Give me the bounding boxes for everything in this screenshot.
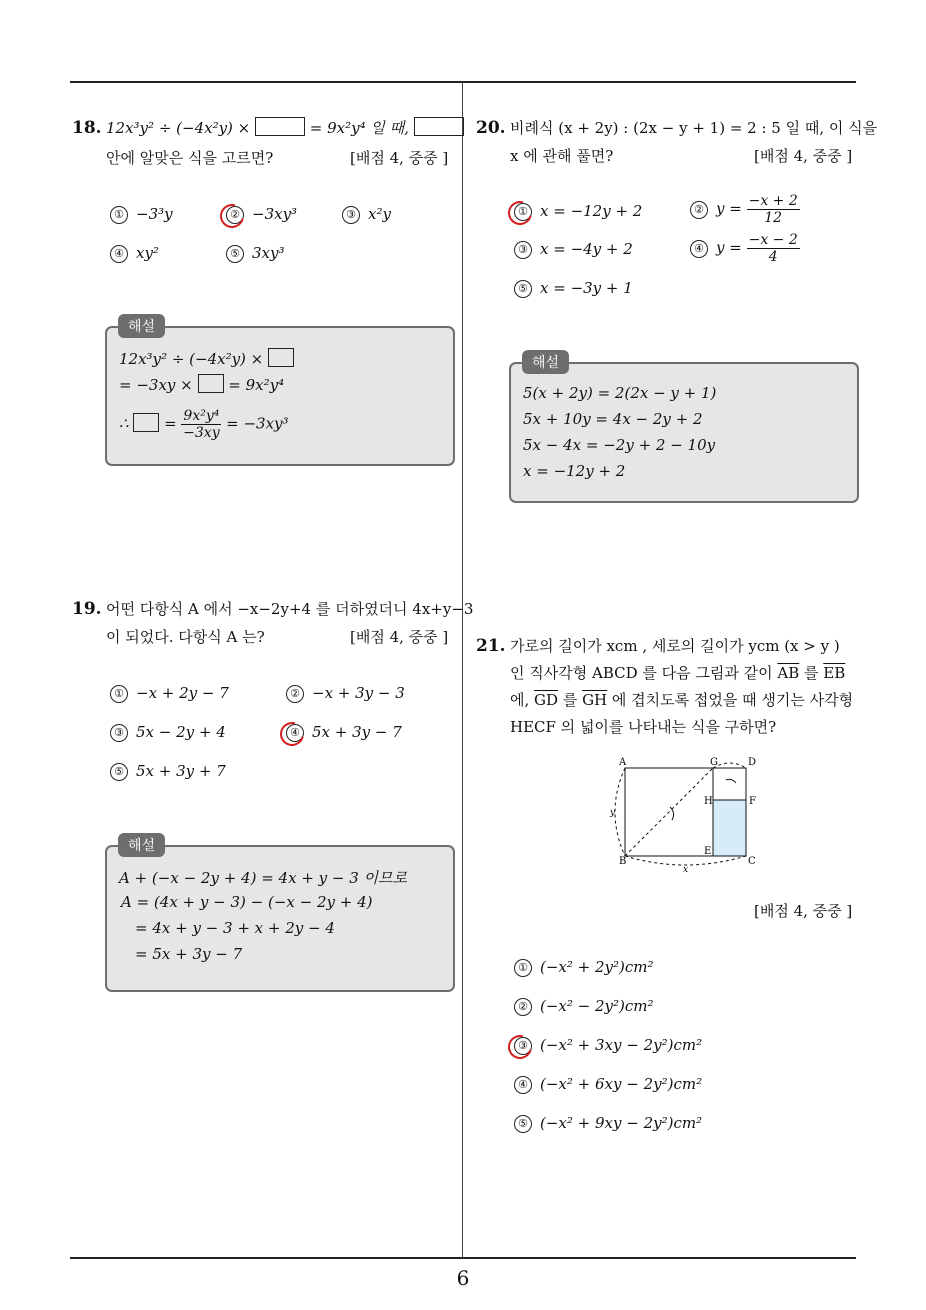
question-number: 20.: [476, 118, 506, 138]
option-4[interactable]: ④ (−x² + 6xy − 2y²)cm²: [514, 1075, 702, 1094]
label-d: D: [748, 757, 757, 768]
option-3[interactable]: ③ x = −4y + 2: [514, 240, 633, 259]
option-1[interactable]: ① x = −12y + 2: [514, 202, 642, 221]
solution-tab: 해설: [118, 833, 165, 857]
option-5[interactable]: ⑤ x = −3y + 1: [514, 279, 633, 298]
question-number: 19.: [72, 599, 102, 619]
solution-tab: 해설: [118, 314, 165, 338]
answer-blank: [268, 348, 294, 367]
fold-line-bg: [625, 768, 713, 856]
question-text-line1: 어떤 다항식 A 에서 −x−2y+4 를 더하였더니 4x+y−3: [106, 600, 474, 618]
option-5[interactable]: ⑤ 3xy³: [226, 244, 285, 263]
label-h: H: [704, 796, 713, 807]
label-e: E: [704, 846, 712, 857]
label-g: G: [710, 757, 718, 768]
label-y: y: [610, 808, 616, 818]
option-4[interactable]: ④ xy²: [110, 244, 159, 263]
solution-box: A + (−x − 2y + 4) = 4x + y − 3 이므로 A = (4x + y − 3) − (−x − 2y + 4) = 4x + y − 3 + x + 2y − 4 = 5x + 3y − 7: [105, 845, 455, 992]
question-text-line4: HECF 의 넓이를 나타내는 식을 구하면?: [510, 718, 777, 736]
label-f: F: [749, 796, 756, 807]
fold-arc-left: [615, 768, 625, 856]
option-2[interactable]: ② −x + 3y − 3: [286, 684, 405, 703]
column-divider: [462, 83, 463, 1257]
solution-box: 5(x + 2y) = 2(2x − y + 1) 5x + 10y = 4x − 2y + 2 5x − 4x = −2y + 2 − 10y x = −12y + 2: [509, 362, 859, 503]
score-meta: [배점 4, 중중 ]: [754, 902, 853, 920]
question-text-line1: 가로의 길이가 xcm , 세로의 길이가 ycm (x > y ): [510, 637, 840, 655]
option-1[interactable]: ① −3³y: [110, 205, 173, 224]
answer-blank: [198, 374, 224, 393]
top-rule: [70, 81, 856, 83]
question-number: 21.: [476, 636, 506, 656]
score-meta: [배점 4, 중중 ]: [350, 628, 449, 646]
option-2[interactable]: ② y = $\frac{-x + 2}{12}$: [690, 193, 800, 226]
angle-mark-1: [670, 807, 674, 820]
option-3[interactable]: ③ x²y: [342, 205, 391, 224]
question-text-line2: x 에 관해 풀면?: [510, 147, 614, 165]
label-c: C: [748, 856, 756, 867]
question-text-line2: 이 되었다. 다항식 A 는?: [106, 628, 265, 646]
folding-figure: [600, 750, 770, 875]
bottom-rule: [70, 1257, 856, 1259]
option-4[interactable]: ④ y = $\frac{-x - 2}{4}$: [690, 232, 800, 265]
option-5[interactable]: ⑤ (−x² + 9xy − 2y²)cm²: [514, 1114, 702, 1133]
fraction: $\frac{-x - 2}{4}$: [748, 232, 798, 265]
question-text-line2: 인 직사각형 ABCD 를 다음 그림과 같이 $\overline{AB}$ 를 $\overline{EB}$: [510, 664, 846, 682]
solution-tab: 해설: [522, 350, 569, 374]
label-x: x: [683, 865, 689, 875]
question-text-line1: 비례식 (x + 2y) : (2x − y + 1) = 2 : 5 일 때, 이 식을: [510, 119, 878, 137]
option-2[interactable]: ② −3xy³: [226, 205, 297, 224]
option-1[interactable]: ① −x + 2y − 7: [110, 684, 229, 703]
answer-blank: [133, 413, 159, 432]
angle-mark-2: [726, 779, 736, 783]
label-a: A: [619, 757, 627, 768]
square-hecf: [713, 800, 746, 856]
answer-blank: [414, 117, 464, 136]
option-3[interactable]: ③ (−x² + 3xy − 2y²)cm²: [514, 1036, 702, 1055]
option-1[interactable]: ① (−x² + 2y²)cm²: [514, 958, 654, 977]
option-2[interactable]: ② (−x² − 2y²)cm²: [514, 997, 654, 1016]
score-meta: [배점 4, 중중 ]: [754, 147, 853, 165]
option-4[interactable]: ④ 5x + 3y − 7: [286, 723, 402, 742]
fraction: $\frac{\text{9x²y⁴}}{-3xy}$: [183, 408, 220, 441]
question-text-line1: 12x³y² ÷ (−4x²y) × = 9x²y⁴ 일 때,: [106, 117, 464, 138]
fraction: $\frac{-x + 2}{12}$: [748, 193, 798, 226]
label-b: B: [619, 856, 627, 867]
score-meta: [배점 4, 중중 ]: [350, 149, 449, 167]
solution-box: 12x³y² ÷ (−4x²y) × = −3xy × = 9x²y⁴ ∴ = $\frac{\text{9x²y⁴}}{-3xy}$ = −3xy³: [105, 326, 455, 466]
question-text-line2: 안에 알맞은 식을 고르면?: [106, 149, 274, 167]
page-number: 6: [456, 1266, 470, 1290]
option-3[interactable]: ③ 5x − 2y + 4: [110, 723, 226, 742]
answer-blank: [255, 117, 305, 136]
option-5[interactable]: ⑤ 5x + 3y + 7: [110, 762, 226, 781]
question-number: 18.: [72, 118, 102, 138]
fold-arc-bottom: [625, 856, 746, 865]
question-text-line3: 에, $\overline{GD}$ 를 $\overline{GH}$ 에 겹치도록 접었을 때 생기는 사각형: [510, 691, 854, 709]
